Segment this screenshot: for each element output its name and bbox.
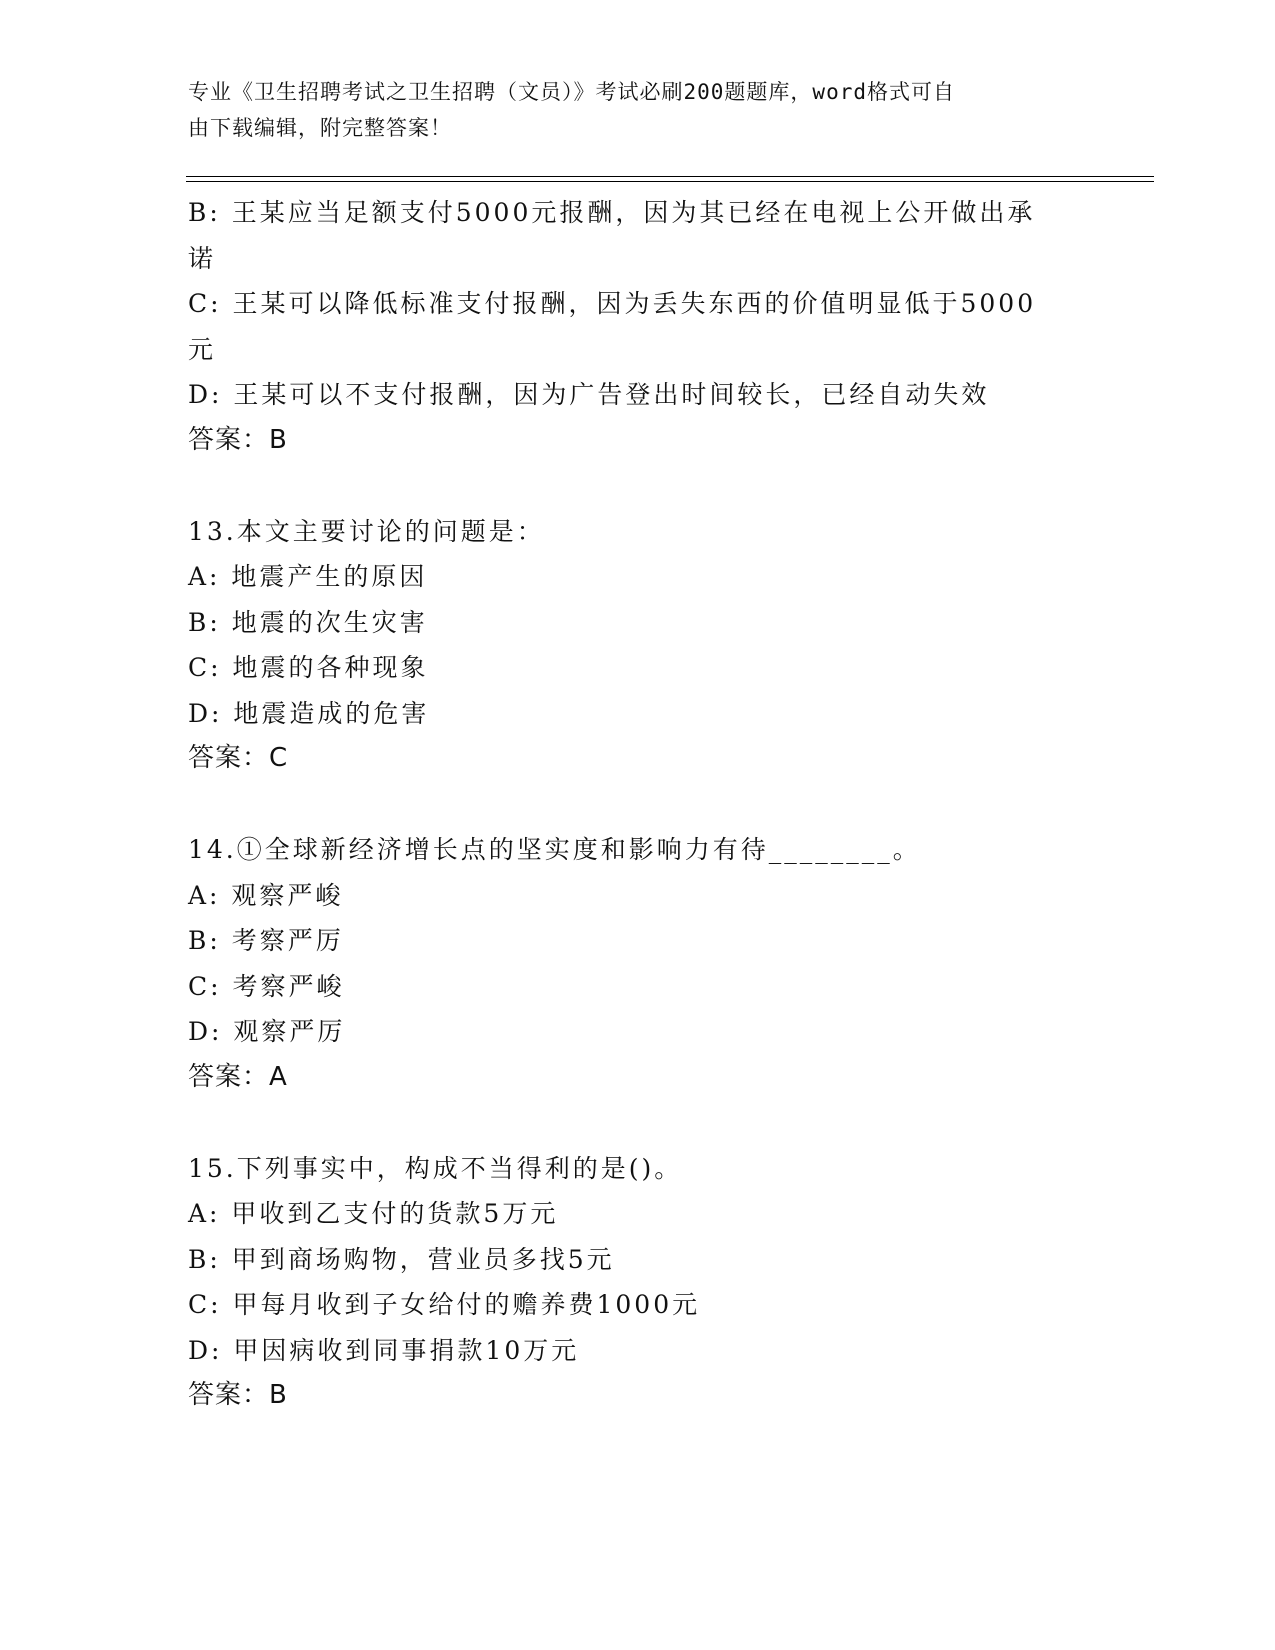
question-list — [188, 190, 1088, 1419]
option-d: D: 王某可以不支付报酬，因为广告登出时间较长，已经自动失效 — [188, 380, 990, 409]
option-a: A: 甲收到乙支付的货款5万元 — [188, 1199, 559, 1228]
spacer — [188, 463, 1088, 509]
answer-line: 答案：C — [188, 743, 289, 773]
option-a: A: 观察严峻 — [188, 880, 344, 910]
header-rule-bottom — [186, 181, 1154, 182]
question-12-continued — [188, 190, 1088, 463]
option-b-wrap: 诺 — [188, 243, 217, 273]
option-d: D: 地震造成的危害 — [188, 698, 430, 728]
answer-line: 答案：A — [188, 1061, 288, 1092]
option-b: B: 甲到商场购物，营业员多找5元 — [188, 1244, 615, 1274]
question-13 — [188, 509, 1088, 782]
option-b: B: 地震的次生灾害 — [188, 607, 428, 637]
option-d: D: 观察严厉 — [188, 1017, 346, 1046]
question-stem: 14.①全球新经济增长点的坚实度和影响力有待________。 — [188, 835, 921, 864]
header-line-2: 由下载编辑，附完整答案！ — [188, 116, 452, 140]
question-14 — [188, 827, 1088, 1100]
option-d: D: 甲因病收到同事捐款10万元 — [188, 1335, 580, 1365]
header-line-1: 专业《卫生招聘考试之卫生招聘（文员）》考试必刷200题题库，word格式可自 — [188, 80, 955, 104]
question-stem: 15.下列事实中，构成不当得利的是()。 — [188, 1153, 683, 1183]
spacer — [188, 782, 1088, 828]
question-stem: 13.本文主要讨论的问题是： — [188, 516, 545, 546]
option-a: A: 地震产生的原因 — [188, 562, 428, 591]
option-c: C: 考察严峻 — [188, 971, 345, 1001]
header-rule-top — [186, 176, 1154, 177]
answer-line: 答案：B — [188, 1380, 288, 1410]
option-c: C: 地震的各种现象 — [188, 653, 429, 682]
option-c: C: 甲每月收到子女给付的赡养费1000元 — [188, 1290, 701, 1319]
option-c: C: 王某可以降低标准支付报酬，因为丢失东西的价值明显低于5000 — [188, 289, 1037, 318]
option-b: B: 考察严厉 — [188, 926, 344, 955]
spacer — [188, 1100, 1088, 1146]
option-c-wrap: 元 — [188, 334, 217, 364]
option-b: B: 王某应当足额支付5000元报酬，因为其已经在电视上公开做出承 — [188, 198, 1036, 227]
question-15 — [188, 1146, 1088, 1419]
document-header — [188, 74, 1068, 146]
answer-line: 答案：B — [188, 424, 288, 455]
